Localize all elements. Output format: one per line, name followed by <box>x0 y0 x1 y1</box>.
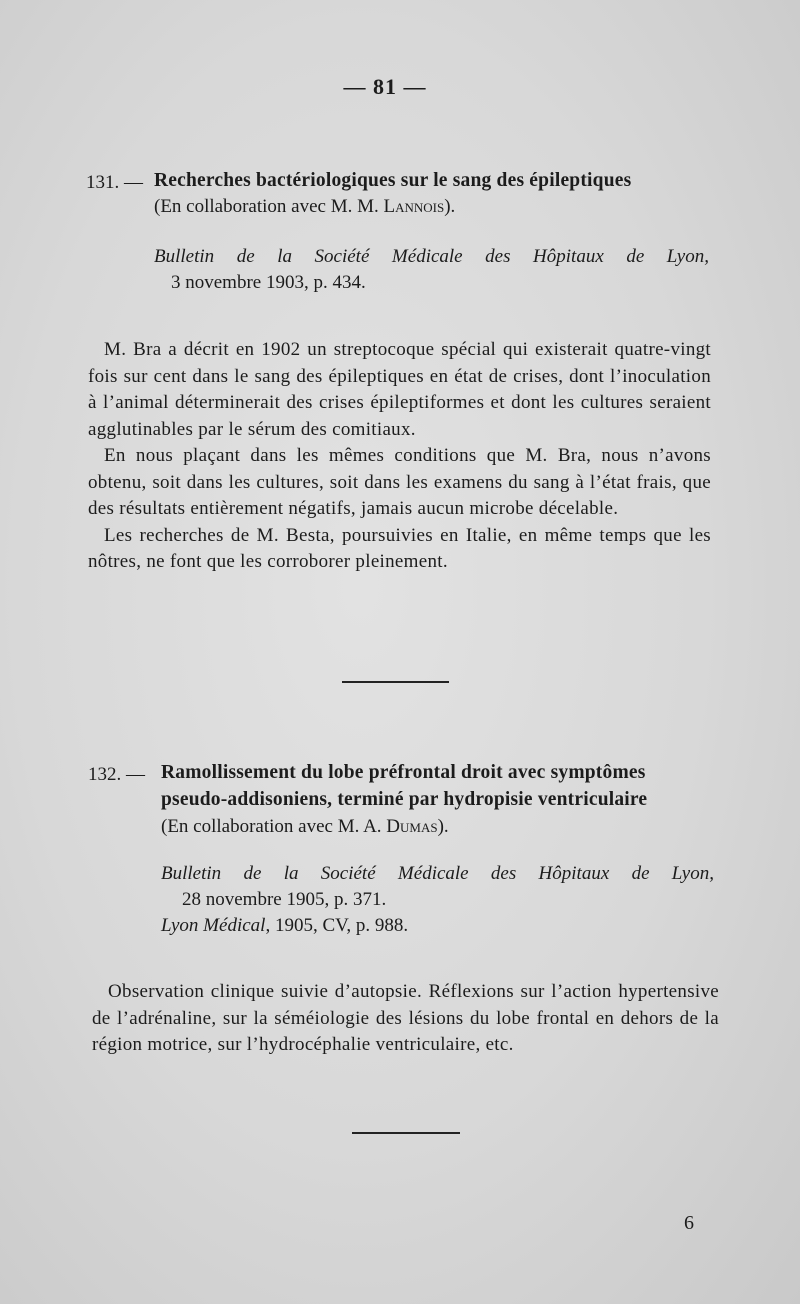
entry-number-value: 131. <box>86 172 120 193</box>
entry-dash: — <box>126 764 145 785</box>
entry-collaboration <box>154 196 455 218</box>
entry-body <box>88 337 711 576</box>
entry-title-line-2: pseudo-addisoniens, terminé par hydropisie ventriculaire <box>161 789 648 810</box>
collab-name: Lannois <box>383 196 445 217</box>
paragraph: Les recherches de M. Besta, poursuivies en Italie, en même temps que les nôtres, ne font que les corroborer pleinement. <box>88 524 711 572</box>
collab-prefix: (En collaboration avec M. A. <box>161 816 387 837</box>
collab-suffix: ). <box>437 816 449 837</box>
entry-title-line-1: Ramollissement du lobe préfrontal droit avec symptômes <box>161 762 646 783</box>
bibliography-second-journal: Lyon Médical <box>161 915 266 936</box>
bibliography-second <box>161 915 408 937</box>
entry-collaboration <box>161 816 449 838</box>
section-divider <box>342 681 449 683</box>
entry-body <box>92 979 719 1059</box>
bibliography-second-details: , 1905, CV, p. 988. <box>265 915 409 936</box>
bibliography-journal: Bulletin de la Société Médicale des Hôpitaux de Lyon, <box>161 863 714 884</box>
collab-suffix: ). <box>444 196 456 217</box>
entry-title: Recherches bactériologiques sur le sang des épileptiques <box>154 170 632 191</box>
bibliography-journal: Bulletin de la Société Médicale des Hôpitaux de Lyon, <box>154 246 709 267</box>
bibliography-date: 3 novembre 1903, p. 434. <box>171 272 366 293</box>
collab-name: Dumas <box>386 816 438 837</box>
section-divider <box>352 1132 460 1134</box>
entry-dash: — <box>124 172 143 193</box>
entry-number <box>88 764 145 786</box>
paragraph: Observation clinique suivie d’autopsie. Réflexions sur l’action hypertensive de l’adrénaline, sur la séméiologie des lésions du lobe frontal en dehors de la région motrice, sur l’hydrocéphalie ventriculaire, etc. <box>92 981 719 1055</box>
signature-mark: 6 <box>684 1212 694 1234</box>
paragraph: M. Bra a décrit en 1902 un streptocoque spécial qui existerait quatre-vingt fois sur cent dans le sang des épileptiques en état de crises, dont l’inoculation à l’animal déterminerait des crises épileptiformes et dont les cultures seraient agglutinables par le sérum des comitiaux. <box>88 339 711 440</box>
collab-prefix: (En collaboration avec M. M. <box>154 196 384 217</box>
bibliography-date: 28 novembre 1905, p. 371. <box>182 889 387 910</box>
paragraph: En nous plaçant dans les mêmes conditions que M. Bra, nous n’avons obtenu, soit dans les cultures, soit dans les examens du sang à l’état frais, que des résultats entièrement négatifs, jamais aucun microbe décelable. <box>88 445 711 519</box>
entry-number <box>86 172 143 194</box>
entry-number-value: 132. <box>88 764 122 785</box>
page-number: — 81 — <box>343 74 427 99</box>
